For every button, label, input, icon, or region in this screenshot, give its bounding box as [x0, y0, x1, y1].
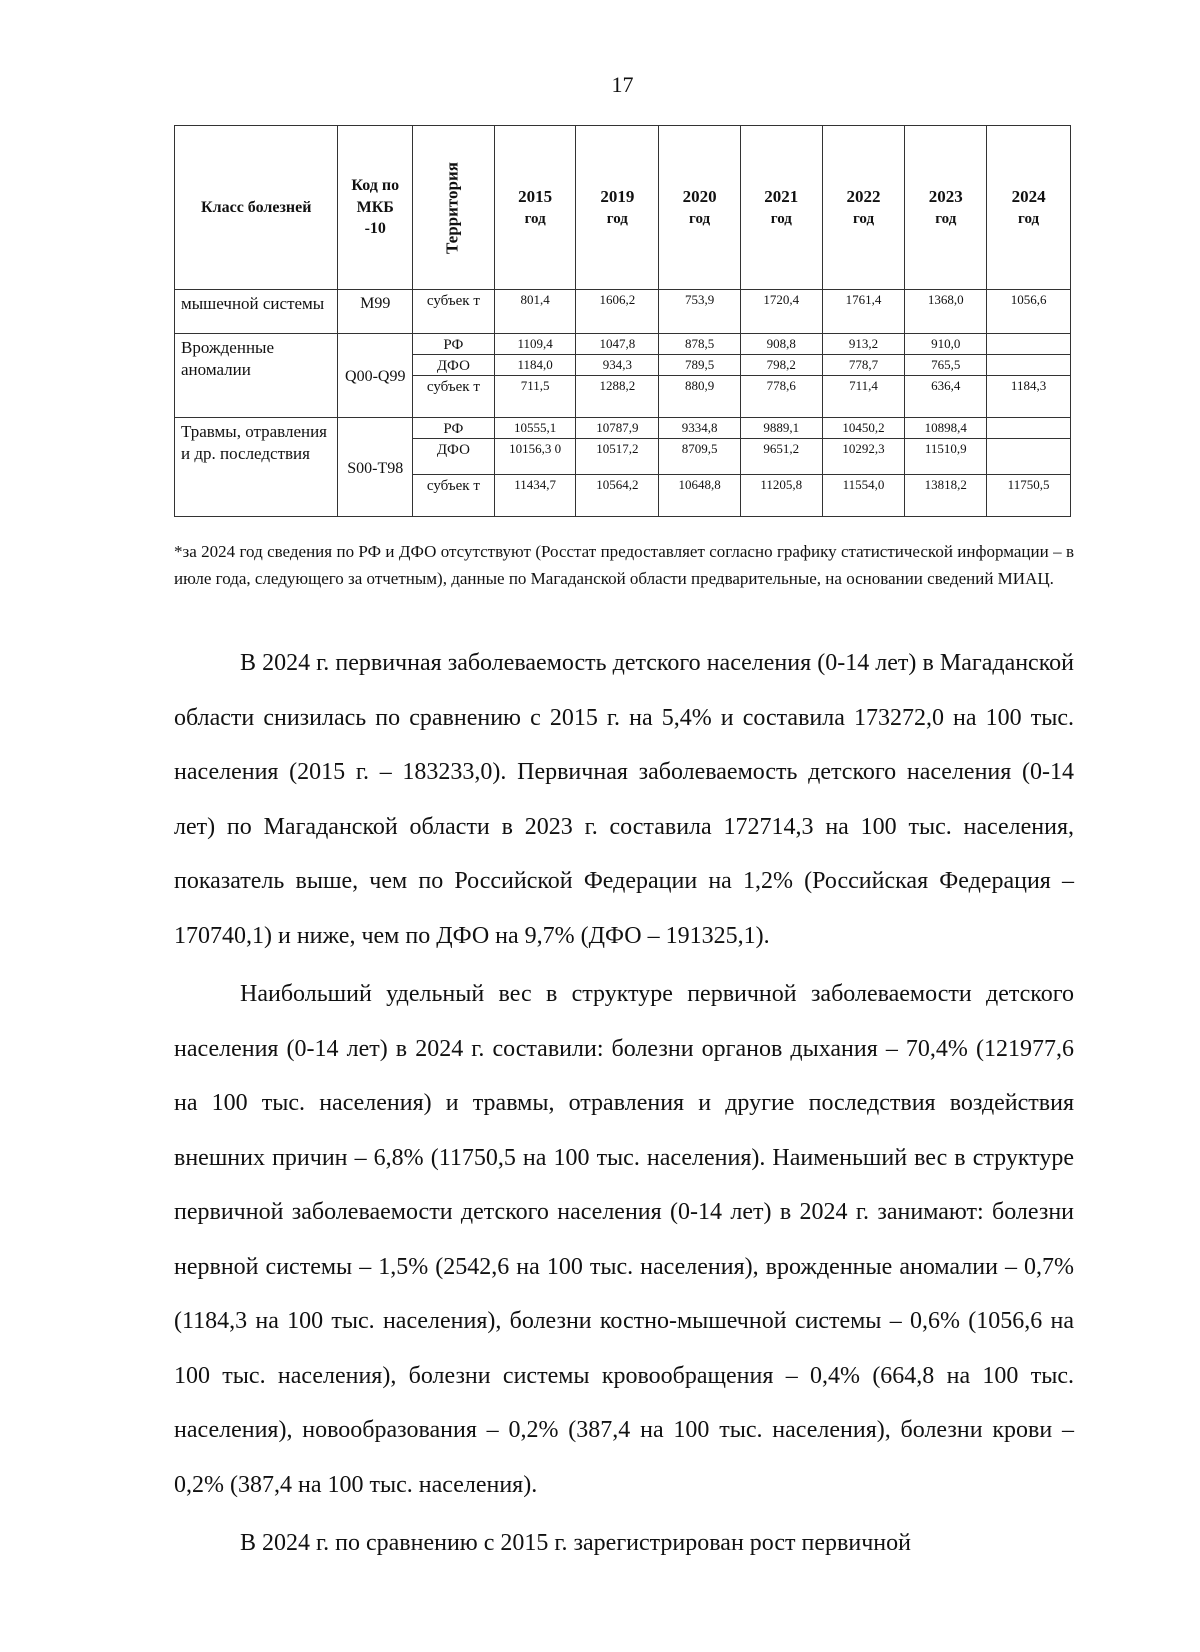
territory-cell: РФ — [413, 418, 495, 439]
value-cell: 1184,3 — [987, 376, 1071, 418]
value-cell: 11510,9 — [905, 439, 987, 475]
value-cell: 778,6 — [740, 376, 822, 418]
value-cell: 10450,2 — [822, 418, 905, 439]
header-disease-class: Класс болезней — [175, 126, 338, 290]
page-number: 17 — [611, 72, 634, 97]
paragraph: В 2024 г. первичная заболеваемость детского населения (0-14 лет) в Магаданской области снизилась по сравнению с 2015 г. на 5,4% и составила 173272,0 на 100 тыс. населения (2015 г. – 183233,0). Первичная заболеваемость детского населения (0-14 лет) по Магаданской области в 2023 г. составила 172714,3 на 100 тыс. населения, показатель выше, чем по Российской Федерации на 1,2% (Российская Федерация – 170740,1) и ниже, чем по ДФО на 9,7% (ДФО – 191325,1). — [174, 650, 1074, 949]
body-text — [174, 636, 1074, 1571]
value-cell: 778,7 — [822, 355, 905, 376]
value-cell — [987, 439, 1071, 475]
value-cell: 1184,0 — [494, 355, 576, 376]
value-cell: 1761,4 — [822, 290, 905, 334]
territory-cell: ДФО — [413, 355, 495, 376]
value-cell: 1606,2 — [576, 290, 659, 334]
value-cell: 711,4 — [822, 376, 905, 418]
territory-cell: субъек т — [413, 290, 495, 334]
territory-cell: субъек т — [413, 475, 495, 517]
value-cell: 765,5 — [905, 355, 987, 376]
value-cell: 10564,2 — [576, 475, 659, 517]
value-cell — [987, 334, 1071, 355]
value-cell: 1288,2 — [576, 376, 659, 418]
value-cell: 10555,1 — [494, 418, 576, 439]
value-cell: 1056,6 — [987, 290, 1071, 334]
value-cell: 910,0 — [905, 334, 987, 355]
header-year: 2022 год — [822, 126, 905, 290]
value-cell: 878,5 — [659, 334, 741, 355]
territory-cell: субъек т — [413, 376, 495, 418]
header-year: 2023 год — [905, 126, 987, 290]
value-cell: 1368,0 — [905, 290, 987, 334]
value-cell: 1109,4 — [494, 334, 576, 355]
table-row — [175, 290, 1071, 334]
table-row — [175, 418, 1071, 439]
value-cell: 789,5 — [659, 355, 741, 376]
value-cell: 1047,8 — [576, 334, 659, 355]
paragraph: В 2024 г. по сравнению с 2015 г. зарегистрирован рост первичной — [240, 1530, 911, 1556]
value-cell: 11750,5 — [987, 475, 1071, 517]
territory-cell: РФ — [413, 334, 495, 355]
value-cell: 908,8 — [740, 334, 822, 355]
value-cell: 711,5 — [494, 376, 576, 418]
value-cell: 11554,0 — [822, 475, 905, 517]
value-cell: 934,3 — [576, 355, 659, 376]
icd-code-cell: S00-T98 — [338, 418, 413, 517]
value-cell: 636,4 — [905, 376, 987, 418]
disease-statistics-table — [174, 125, 1071, 517]
value-cell: 13818,2 — [905, 475, 987, 517]
value-cell: 10787,9 — [576, 418, 659, 439]
value-cell: 880,9 — [659, 376, 741, 418]
value-cell: 9889,1 — [740, 418, 822, 439]
value-cell — [987, 355, 1071, 376]
value-cell: 8709,5 — [659, 439, 741, 475]
header-year: 2020 год — [659, 126, 741, 290]
header-icd-code: Код по МКБ -10 — [338, 126, 413, 290]
table-row — [175, 334, 1071, 355]
value-cell: 11434,7 — [494, 475, 576, 517]
header-territory: Территория — [413, 126, 495, 290]
icd-code-cell: Q00-Q99 — [338, 334, 413, 418]
value-cell: 11205,8 — [740, 475, 822, 517]
header-year: 2024 год — [987, 126, 1071, 290]
disease-class-cell: Травмы, отравления и др. последствия — [175, 418, 338, 517]
header-year: 2019 год — [576, 126, 659, 290]
table-header-row — [175, 126, 1071, 290]
value-cell: 9334,8 — [659, 418, 741, 439]
value-cell: 1720,4 — [740, 290, 822, 334]
header-year: 2021 год — [740, 126, 822, 290]
value-cell: 913,2 — [822, 334, 905, 355]
territory-cell: ДФО — [413, 439, 495, 475]
paragraph: Наибольший удельный вес в структуре первичной заболеваемости детского населения (0-14 лет) в 2024 г. составили: болезни органов дыхания – 70,4% (121977,6 на 100 тыс. населения) и травмы, отравления и другие последствия воздействия внешних причин – 6,8% (11750,5 на 100 тыс. населения). Наименьший вес в структуре первичной заболеваемости детского населения (0-14 лет) в 2024 г. занимают: болезни нервной системы – 1,5% (2542,6 на 100 тыс. населения), врожденные аномалии – 0,7% (1184,3 на 100 тыс. населения), болезни костно-мышечной системы – 0,6% (1056,6 на 100 тыс. населения), болезни системы кровообращения – 0,4% (664,8 на 100 тыс. населения), новообразования – 0,2% (387,4 на 100 тыс. населения), болезни крови – 0,2% (387,4 на 100 тыс. населения). — [174, 981, 1074, 1498]
icd-code-cell: M99 — [338, 290, 413, 334]
value-cell: 9651,2 — [740, 439, 822, 475]
value-cell — [987, 418, 1071, 439]
value-cell: 10898,4 — [905, 418, 987, 439]
disease-class-cell: Врожденные аномалии — [175, 334, 338, 418]
value-cell: 798,2 — [740, 355, 822, 376]
header-year: 2015 год — [494, 126, 576, 290]
table-footnote: *за 2024 год сведения по РФ и ДФО отсутствуют (Росстат предоставляет согласно графику статистической информации – в июле года, следующего за отчетным), данные по Магаданской области предварительные, на основании сведений МИАЦ. — [174, 542, 1074, 588]
value-cell: 10648,8 — [659, 475, 741, 517]
value-cell: 801,4 — [494, 290, 576, 334]
disease-class-cell: мышечной системы — [175, 290, 338, 334]
value-cell: 10156,3 0 — [494, 439, 576, 475]
value-cell: 753,9 — [659, 290, 741, 334]
value-cell: 10292,3 — [822, 439, 905, 475]
value-cell: 10517,2 — [576, 439, 659, 475]
